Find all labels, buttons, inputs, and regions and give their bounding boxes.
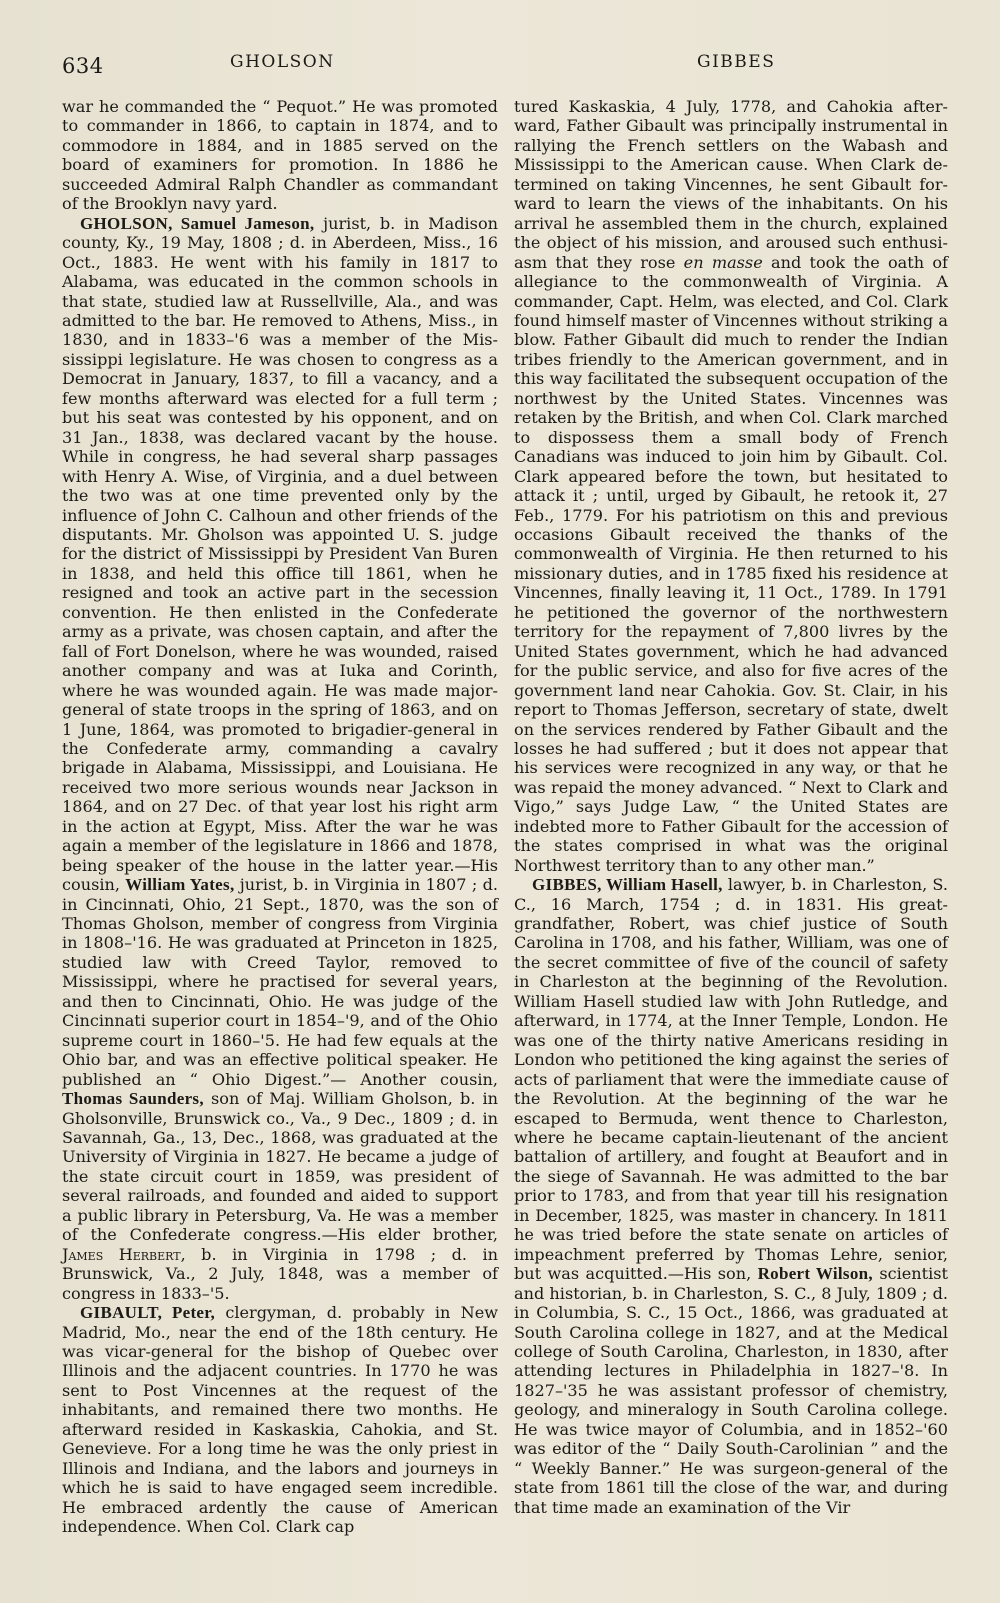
entry-heading: GIBBES, William Hasell, xyxy=(532,875,723,895)
entry-gholson-samuel xyxy=(62,214,498,1303)
entry-text: b. in Virginia in 1798 ; d. in Brunswick, Va., 2 July, 1848, was a member of congress in 1833–'5. xyxy=(62,1244,498,1303)
sub-entry-heading: William Yates, xyxy=(125,875,235,895)
entry-text: clergyman, d. probably in New Madrid, Mo., near the end of the 18th century. He was vicar-general for the bishop of Quebec over Illinois and the adjacent countries. In 1770 he was sent to Post Vincennes at the request of the inhabitants, and remained there two months. He afterward resided in Kaskaskia, Cahokia, and St. Genevieve. For a long time he was the only priest in Illinois and Indiana, and the labors and journeys in which he is said to have engaged seem incredible. He embraced ardently the cause of American independence. When Col. Clark cap xyxy=(62,1303,498,1537)
entry-gibbes-william xyxy=(514,875,948,1517)
entry-gibault-peter xyxy=(62,1303,498,1536)
entry-text: scientist and historian, b. in Charleston, S. C., 8 July, 1809 ; d. in Columbia, S. C., 15 Oct., 1866, was graduated at South Carolina college in 1827, and at the Medical college of South Carolina, Charleston, in 1830, after attending lectures in Philadelphia in 1827–'8. In 1827–'35 he was assistant professor of chemistry, geology, and mineralogy in South Carolina college. He was twice mayor of Columbia, and in 1852–'60 was editor of the “ Daily South-Carolinian ” and the “ Weekly Banner.” He was surgeon-general of the state from 1861 till the close of the war, and during that time made an examination of the Vir xyxy=(514,1264,948,1517)
entry-text: jurist, b. in Madison county, Ky., 19 May, 1808 ; d. in Aberdeen, Miss., 16 Oct., 1883. He went with his family in 1817 to Alabama, was educated in the common schools in that state, studied law at Russellville, Ala., and was admitted to the bar. He removed to Athens, Miss., in 1830, and in 1833–'6 was a member of the Mississippi legislature. He was chosen to congress as a Democrat in January, 1837, to fill a vacancy, and a few months afterward was elected for a full term ; but his seat was contested by his opponent, and on 31 Jan., 1838, was declared vacant by the house. While in congress, he had several sharp passages with Henry A. Wise, of Virginia, and a duel between the two was at one time prevented only by the influence of John C. Calhoun and other friends of the disputants. Mr. Gholson was appointed U. S. judge for the district of Mississippi by President Van Buren in 1838, and held this office till 1861, when he resigned and took an active part in the secession convention. He then enlisted in the Confederate army as a private, was chosen captain, and after the fall of Fort Donelson, where he was wounded, raised another company and was at Iuka and Corinth, where he was wounded again. He was made major-general of state troops in the spring of 1863, and on 1 June, 1864, was promoted to brigadier-general in the Confederate army, commanding a cavalry brigade in Alabama, Mississippi, and Louisiana. He received two more serious wounds near Jackson in 1864, and on 27 Dec. of that year lost his right arm in the action at Egypt, Miss. After the war he was again a member of the legislature in 1866 and 1878, being speaker of the house in the latter year.—His cousin, xyxy=(62,213,498,895)
sub-entry-heading: James Herbert, xyxy=(62,1244,186,1264)
entry-text: son of Maj. William Gholson, b. in Gholsonville, Brunswick co., Va., 9 Dec., 1809 ; d. in Savannah, Ga., 13, Dec., 1868, was graduated at the University of Virginia in 1827. He became a judge of the state circuit court in 1859, was president of several railroads, and founded and aided to support a public library in Petersburg, Va. He was a member of the Confederate congress.—His elder brother, xyxy=(62,1089,498,1245)
running-head-right: GIBBES xyxy=(697,52,776,72)
sub-entry-heading: Robert Wilson, xyxy=(757,1264,873,1284)
sub-entry-heading: Thomas Saunders, xyxy=(62,1089,204,1109)
entry-text: lawyer, b. in Charleston, S. C., 16 March, 1754 ; d. in 1831. His great-grandfather, Robert, was chief justice of South Carolina in 1708, and his father, William, was one of the secret committee of five of the council of safety in Charleston at the beginning of the Revolution. William Hasell studied law with John Rutledge, and afterward, in 1774, at the Inner Temple, London. He was one of the thirty native Americans residing in London who petitioned the king against the series of acts of parliament that were the immediate cause of the Revolution. At the beginning of the war he escaped to Bermuda, went thence to Charleston, where he became captain-lieutenant of the ancient battalion of artillery, and fought at Beaufort and in the siege of Savannah. He was admitted to the bar prior to 1783, and from that year till his resignation in December, 1825, was master in chancery. In 1811 he was tried before the state senate on articles of impeachment preferred by Thomas Lehre, senior, but was acquitted.—His son, xyxy=(514,875,948,1284)
paragraph-text: and took the oath of allegiance to the commonwealth of Virginia. A commander, Capt. Helm, was elected, and Col. Clark found himself master of Vincennes without striking a blow. Father Gibault did much to render the Indian tribes friendly to the American government, and in this way facilitated the subsequent occupation of the northwest by the United States. Vincennes was retaken by the British, and when Col. Clark marched to dispossess them a small body of French Canadians was induced to join him by Gibault. Col. Clark appeared before the town, but hesitated to attack it ; until, urged by Gibault, he retook it, 27 Feb., 1779. For his patriotism on this and previous occasions Gibault received the thanks of the commonwealth of Virginia. He then returned to his missionary duties, and in 1785 fixed his residence at Vincennes, finally leaving it, 11 Oct., 1789. In 1791 he petitioned the governor of the northwestern territory for the repayment of 7,800 livres by the United States government, which he had advanced for the public service, and also for five acres of the government land near Cahokia. Gov. St. Clair, in his report to Thomas Jefferson, secretary of state, dwelt on the services rendered by Father Gibault and the losses he had suffered ; but it does not appear that his services were recognized in any way, or that he was repaid the money advanced. “ Next to Clark and Vigo,” says Judge Law, “ the United States are indebted more to Father Gibault for the accession of the states comprised in what was the original Northwest territory than to any other man.” xyxy=(514,252,948,875)
right-column xyxy=(514,97,948,1517)
entry-text: jurist, b. in Virginia in 1807 ; d. in Cincinnati, Ohio, 21 Sept., 1870, was the son of Thomas Gholson, member of congress from Virginia in 1808–'16. He was graduated at Princeton in 1825, studied law with Creed Taylor, removed to Mississippi, where he practised for several years, and then to Cincinnati, Ohio. He was judge of the Cincinnati superior court in 1854–'9, and of the Ohio supreme court in 1860–'5. He had few equals at the Ohio bar, and was an effective political speaker. He published an “ Ohio Digest.”— Another cousin, xyxy=(62,875,498,1089)
running-head-left: GHOLSON xyxy=(230,52,335,72)
entry-heading: GIBAULT, Peter, xyxy=(80,1303,216,1323)
paragraph-text: tured Kaskaskia, 4 July, 1778, and Cahokia afterward, Father Gibault was principally instrumental in rallying the French settlers on the Wabash and Mississippi to the American cause. When Clark determined on taking Vincennes, he sent Gibault forward to learn the views of the inhabitants. On his arrival he assembled them in the church, explained the object of his mission, and aroused such enthusiasm that they rose xyxy=(514,97,948,272)
entry-heading: GHOLSON, Samuel Jameson, xyxy=(80,213,315,233)
italic-phrase: en masse xyxy=(683,252,763,272)
continued-paragraph xyxy=(514,97,948,875)
continued-paragraph xyxy=(62,97,498,214)
paragraph-text: war he commanded the “ Pequot.” He was promoted to commander in 1866, to captain in 1874, and to commodore in 1884, and in 1885 served on the board of examiners for promotion. In 1886 he succeeded Admiral Ralph Chandler as commandant of the Brooklyn navy yard. xyxy=(62,97,498,214)
left-column xyxy=(62,97,498,1537)
page-header xyxy=(0,48,1000,76)
page-number: 634 xyxy=(62,54,104,78)
